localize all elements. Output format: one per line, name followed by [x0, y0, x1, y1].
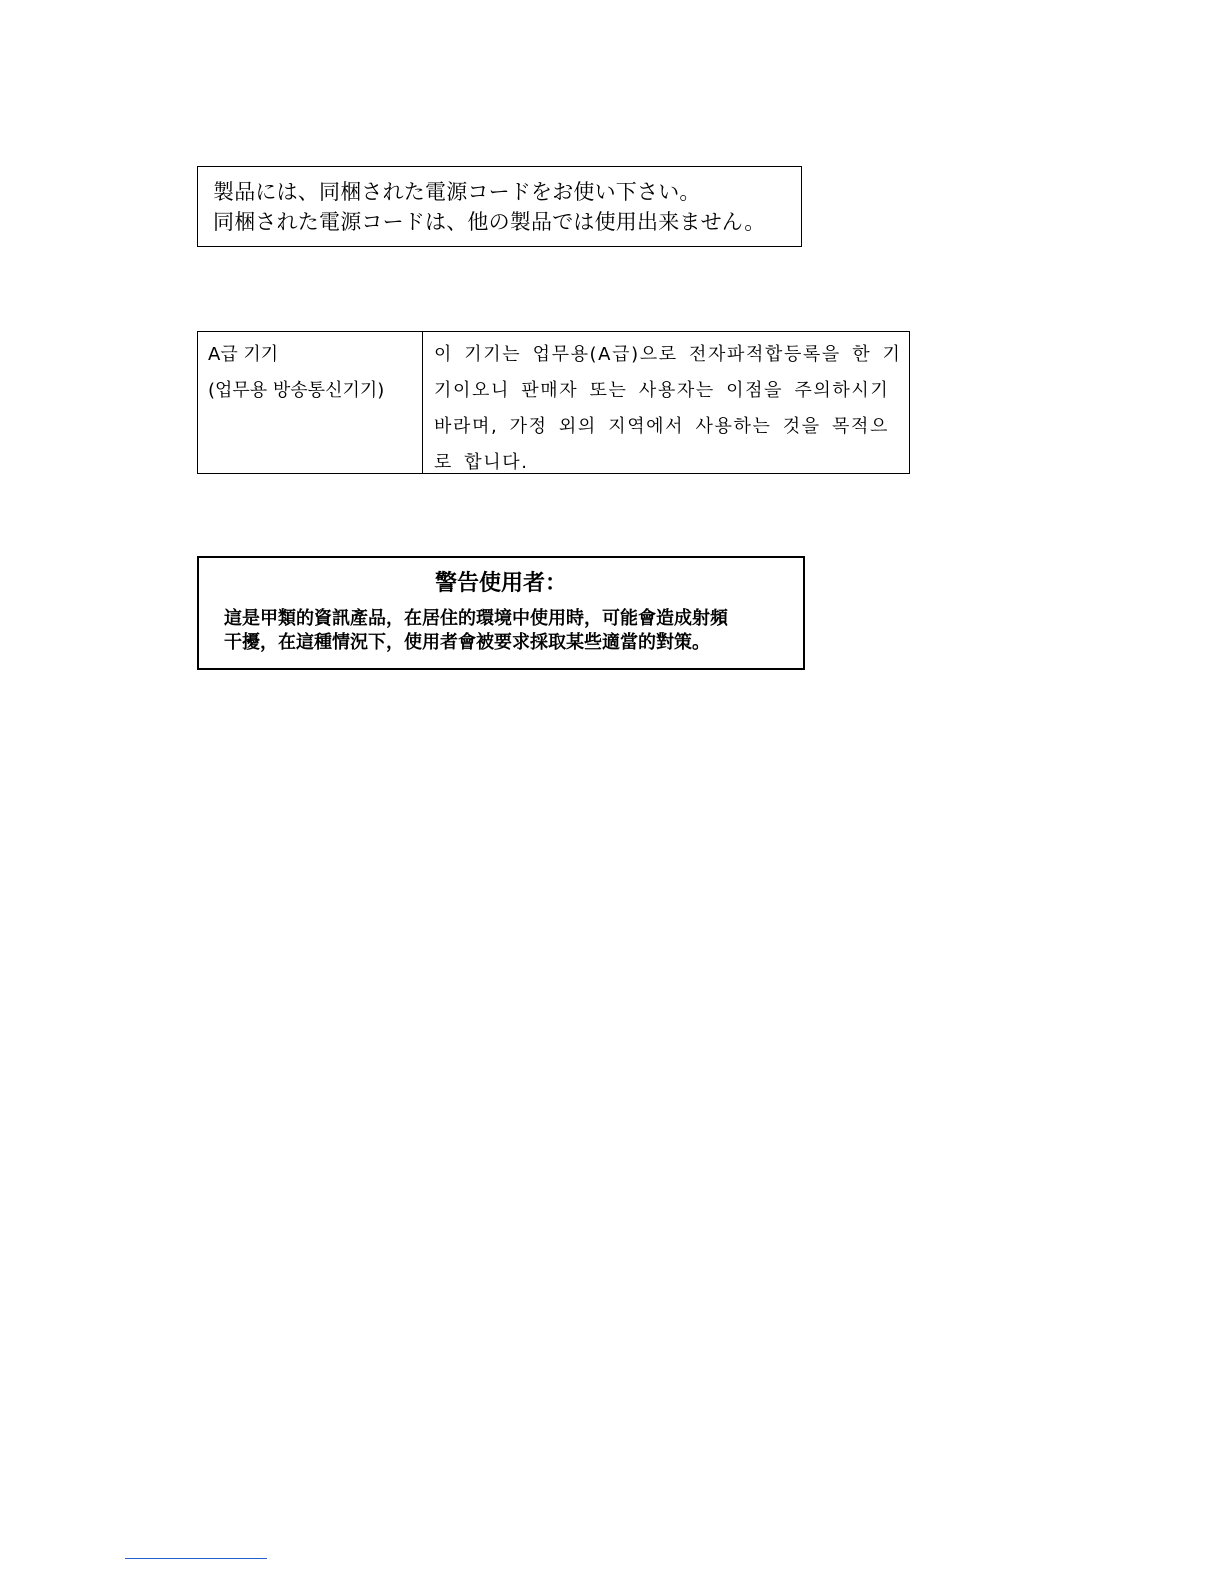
japanese-power-cord-notice	[197, 166, 802, 247]
warning-title: 警告使用者：	[434, 570, 567, 596]
warning-body	[199, 598, 803, 655]
notice-line: 바라며, 가정 외의 지역에서 사용하는 것을 목적으	[434, 416, 890, 437]
chinese-warning-notice	[197, 556, 805, 670]
notice-line: 로 합니다.	[434, 452, 529, 473]
notice-text-cell	[423, 332, 909, 473]
notice-line: 기이오니 판매자 또는 사용자는 이점을 주의하시기	[434, 380, 890, 401]
notice-line: 이 기기는 업무용(A급)으로 전자파적합등록을 한 기	[434, 344, 902, 365]
notice-line: 同梱された電源コードは、他の製品では使用出来ません。	[213, 210, 766, 234]
device-class-label: A급 기기	[208, 344, 279, 365]
notice-line: 製品には、同梱された電源コードをお使い下さい。	[213, 180, 701, 204]
warning-line: 干擾，在這種情況下，使用者會被要求採取某些適當的對策。	[224, 632, 710, 653]
device-class-cell	[198, 332, 423, 473]
warning-line: 這是甲類的資訊產品，在居住的環境中使用時，可能會造成射頻	[224, 608, 728, 629]
korean-class-a-notice	[197, 331, 910, 474]
device-class-description: (업무용 방송통신기기)	[208, 380, 385, 401]
footnote-separator	[125, 1558, 267, 1559]
